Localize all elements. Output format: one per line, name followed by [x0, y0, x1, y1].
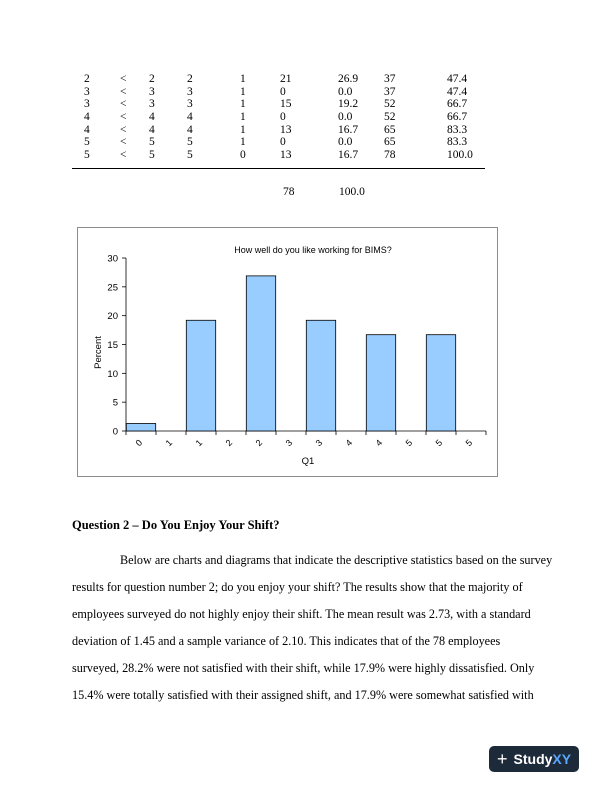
table-cell: 1 — [240, 98, 246, 111]
table-bottom-rule — [72, 168, 485, 169]
table-cell: 0 — [240, 149, 246, 162]
total-percent: 100.0 — [339, 186, 365, 198]
table-cell: 5 — [187, 136, 193, 149]
table-cell: < — [120, 149, 127, 162]
table-cell: 1 — [240, 111, 246, 124]
chart-title: How well do you like working for BIMS? — [234, 245, 392, 255]
table-cell: 0.0 — [338, 136, 353, 149]
table-cell: 47.4 — [447, 73, 468, 85]
table-cell: 4 — [187, 123, 193, 136]
table-cell: 4 — [84, 111, 90, 124]
x-axis-label: Q1 — [301, 456, 315, 467]
paragraph-line: Below are charts and diagrams that indicate the descriptive statistics based on the survey — [120, 553, 553, 567]
bar — [306, 320, 335, 431]
paragraph-line: deviation of 1.45 and a sample variance of 2.10. This indicates that of the 78 employees — [72, 634, 501, 648]
x-tick-label: 5 — [433, 437, 445, 449]
table-cell: 66.7 — [447, 111, 468, 124]
studyxy-badge[interactable] — [489, 746, 579, 772]
table-cell: 3 — [84, 98, 90, 111]
table-cell: 16.7 — [338, 123, 359, 136]
y-tick-label: 30 — [107, 253, 118, 265]
table-cell: 83.3 — [447, 123, 468, 136]
table-cell: 66.7 — [447, 98, 468, 111]
bar — [246, 276, 275, 431]
y-tick-label: 5 — [112, 397, 118, 409]
table-cell: < — [120, 73, 127, 85]
x-tick-label: 3 — [283, 437, 295, 449]
table-cell: 13 — [280, 149, 292, 162]
table-cell: 5 — [187, 149, 193, 162]
table-cell: 65 — [384, 123, 396, 136]
table-cell: 47.4 — [447, 85, 468, 98]
table-cell: 2 — [149, 73, 155, 85]
table-cell: 52 — [384, 111, 396, 124]
x-tick-label: 4 — [373, 437, 385, 449]
x-tick-label: 3 — [313, 437, 325, 449]
table-cell: 1 — [240, 85, 246, 98]
paragraph-line: employees surveyed do not highly enjoy their shift. The mean result was 2.73, with a standard — [72, 607, 531, 621]
section-paragraph — [72, 547, 553, 709]
table-cell: 26.9 — [338, 73, 359, 85]
table-cell: 13 — [280, 123, 292, 136]
y-tick-label: 25 — [107, 282, 118, 294]
table-cell: 100.0 — [447, 149, 473, 162]
bar — [366, 335, 395, 431]
table-cell: 5 — [149, 149, 155, 162]
table-cell: 5 — [84, 149, 90, 162]
y-tick-label: 20 — [107, 311, 118, 323]
table-cell: 4 — [149, 123, 155, 136]
table-cell: 0 — [280, 85, 286, 98]
table-cell: 1 — [240, 123, 246, 136]
bar-chart — [77, 227, 498, 477]
badge-prefix: Study — [513, 751, 553, 767]
bar — [126, 424, 155, 431]
badge-label — [514, 751, 572, 767]
bar — [186, 320, 215, 431]
table-cell: 52 — [384, 98, 396, 111]
table-cell: 19.2 — [338, 98, 359, 111]
bar — [426, 335, 455, 431]
section-heading: Question 2 – Do You Enjoy Your Shift? — [72, 518, 280, 532]
y-axis-label: Percent — [93, 336, 104, 369]
table-cell: 3 — [187, 98, 193, 111]
table-cell: 3 — [149, 98, 155, 111]
y-tick-label: 10 — [107, 368, 118, 380]
table-cell: 37 — [384, 85, 396, 98]
table-cell: 2 — [84, 73, 90, 85]
table-cell: 21 — [280, 73, 292, 85]
table-cell: 78 — [384, 149, 396, 162]
bar-chart-svg — [78, 228, 499, 478]
x-tick-label: 0 — [133, 437, 145, 449]
table-cell: 1 — [240, 73, 246, 85]
table-cell: 83.3 — [447, 136, 468, 149]
table-cell: 5 — [149, 136, 155, 149]
table-cell: 0 — [280, 111, 286, 124]
x-tick-label: 1 — [163, 437, 175, 449]
table-cell: 0.0 — [338, 85, 353, 98]
table-cell: 1 — [240, 136, 246, 149]
table-cell: < — [120, 111, 127, 124]
table-cell: 15 — [280, 98, 292, 111]
table-cell: 65 — [384, 136, 396, 149]
table-cell: 4 — [187, 111, 193, 124]
table-cell: 16.7 — [338, 149, 359, 162]
table-cell: 0.0 — [338, 111, 353, 124]
paragraph-line: results for question number 2; do you enjoy your shift? The results show that the majority of — [72, 580, 523, 594]
x-tick-label: 5 — [463, 437, 475, 449]
table-cell: 4 — [149, 111, 155, 124]
table-cell: < — [120, 136, 127, 149]
table-cell: 5 — [84, 136, 90, 149]
paragraph-line: 15.4% were totally satisfied with their assigned shift, and 17.9% were somewhat satisfied with — [72, 688, 534, 702]
table-cell: < — [120, 123, 127, 136]
y-tick-label: 0 — [112, 426, 118, 438]
x-tick-label: 1 — [193, 437, 205, 449]
table-cell: 37 — [384, 73, 396, 85]
table-cell: < — [120, 98, 127, 111]
table-cell: 3 — [187, 85, 193, 98]
table-cell: 3 — [149, 85, 155, 98]
paragraph-line: surveyed, 28.2% were not satisfied with their shift, while 17.9% were highly dissatisfied. Only — [72, 661, 535, 675]
table-cell: < — [120, 85, 127, 98]
table-cell: 2 — [187, 73, 193, 85]
x-tick-label: 2 — [253, 437, 265, 449]
x-tick-label: 5 — [403, 437, 415, 449]
x-tick-label: 2 — [223, 437, 235, 449]
x-tick-label: 4 — [343, 437, 355, 449]
table-cell: 3 — [84, 85, 90, 98]
table-cell: 0 — [280, 136, 286, 149]
badge-suffix: XY — [552, 751, 572, 767]
table-cell: 4 — [84, 123, 90, 136]
plus-icon: + — [497, 749, 508, 769]
total-count: 78 — [283, 186, 295, 198]
y-tick-label: 15 — [107, 340, 118, 351]
